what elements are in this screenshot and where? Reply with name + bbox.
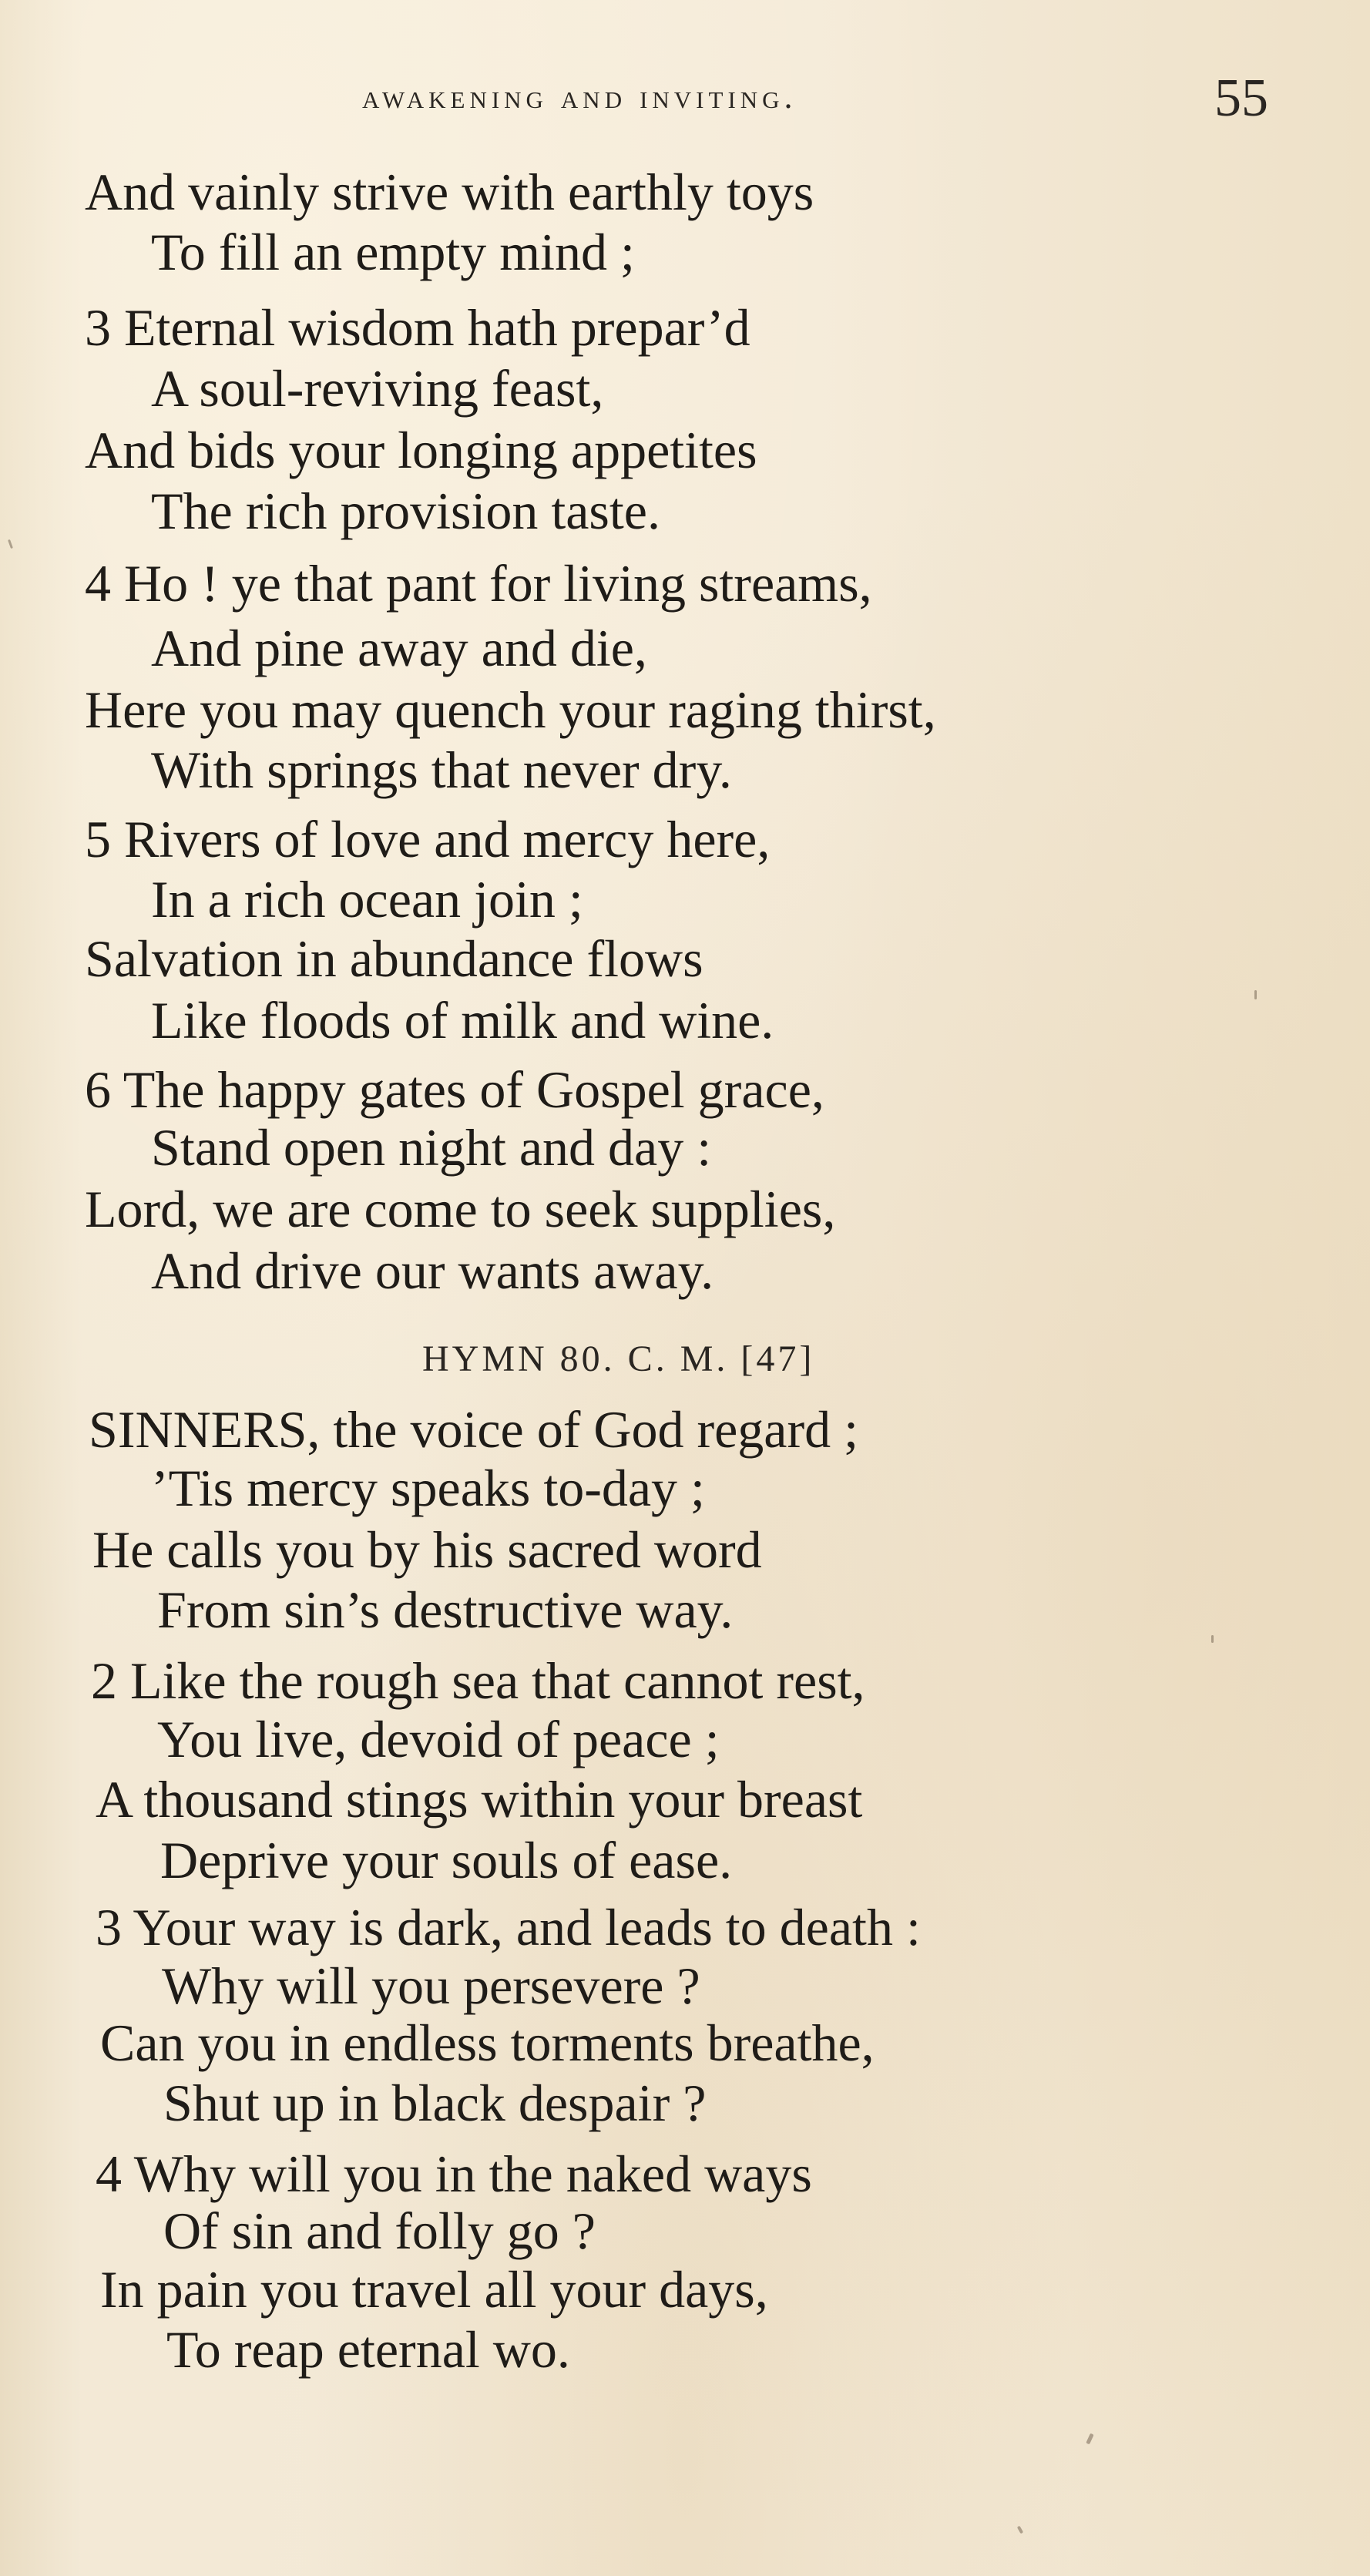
- verse-line: Lord, we are come to seek supplies,: [85, 1180, 836, 1238]
- verse-line: Like floods of milk and wine.: [151, 991, 774, 1050]
- verse-line: A thousand stings within your breast: [96, 1770, 863, 1829]
- paper-speck: [1211, 1635, 1214, 1643]
- verse-line: The rich provision taste.: [151, 482, 660, 540]
- verse-line: Of sin and folly go ?: [163, 2202, 596, 2260]
- verse-line: Shut up in black despair ?: [163, 2074, 707, 2132]
- verse-line: Why will you persevere ?: [162, 1956, 700, 2015]
- verse-line: In a rich ocean join ;: [151, 870, 583, 929]
- paper-speck: [1086, 2433, 1093, 2445]
- running-head: awakening and inviting.: [362, 78, 797, 116]
- verse-line: And bids your longing appetites: [85, 421, 757, 479]
- paper-speck: [8, 539, 13, 549]
- verse-line: 4 Ho ! ye that pant for living streams,: [85, 554, 872, 613]
- verse-line: Here you may quench your raging thirst,: [85, 680, 936, 739]
- paper-speck: [1254, 990, 1257, 999]
- verse-line: 3 Your way is dark, and leads to death :: [96, 1898, 921, 1956]
- verse-line: 3 Eternal wisdom hath prepar’d: [85, 298, 750, 357]
- verse-line: To reap eternal wo.: [166, 2320, 570, 2379]
- verse-line: Can you in endless torments breathe,: [100, 2013, 875, 2072]
- paper-speck: [1017, 2526, 1023, 2534]
- verse-line: Salvation in abundance flows: [85, 929, 703, 988]
- verse-line: Stand open night and day :: [151, 1118, 712, 1177]
- verse-line: 5 Rivers of love and mercy here,: [85, 810, 771, 868]
- verse-line: You live, devoid of peace ;: [157, 1710, 720, 1768]
- verse-line: To fill an empty mind ;: [151, 223, 635, 281]
- verse-line: 2 Like the rough sea that cannot rest,: [91, 1651, 865, 1710]
- verse-line: SINNERS, the voice of God regard ;: [89, 1400, 859, 1459]
- verse-line: 4 Why will you in the naked ways: [96, 2144, 812, 2203]
- verse-line: And vainly strive with earthly toys: [85, 163, 814, 221]
- verse-line: And pine away and die,: [151, 619, 647, 677]
- page-number: 55: [1214, 69, 1268, 128]
- verse-line: He calls you by his sacred word: [92, 1520, 762, 1579]
- verse-line: From sin’s destructive way.: [157, 1580, 734, 1639]
- verse-line: A soul-reviving feast,: [151, 359, 604, 418]
- verse-line: ’Tis mercy speaks to-day ;: [151, 1459, 705, 1517]
- verse-line: With springs that never dry.: [151, 741, 732, 799]
- verse-line: In pain you travel all your days,: [100, 2260, 768, 2319]
- verse-line: And drive our wants away.: [151, 1241, 714, 1300]
- hymn-heading: HYMN 80. C. M. [47]: [422, 1338, 815, 1379]
- verse-line: 6 The happy gates of Gospel grace,: [85, 1060, 824, 1119]
- verse-line: Deprive your souls of ease.: [160, 1831, 733, 1889]
